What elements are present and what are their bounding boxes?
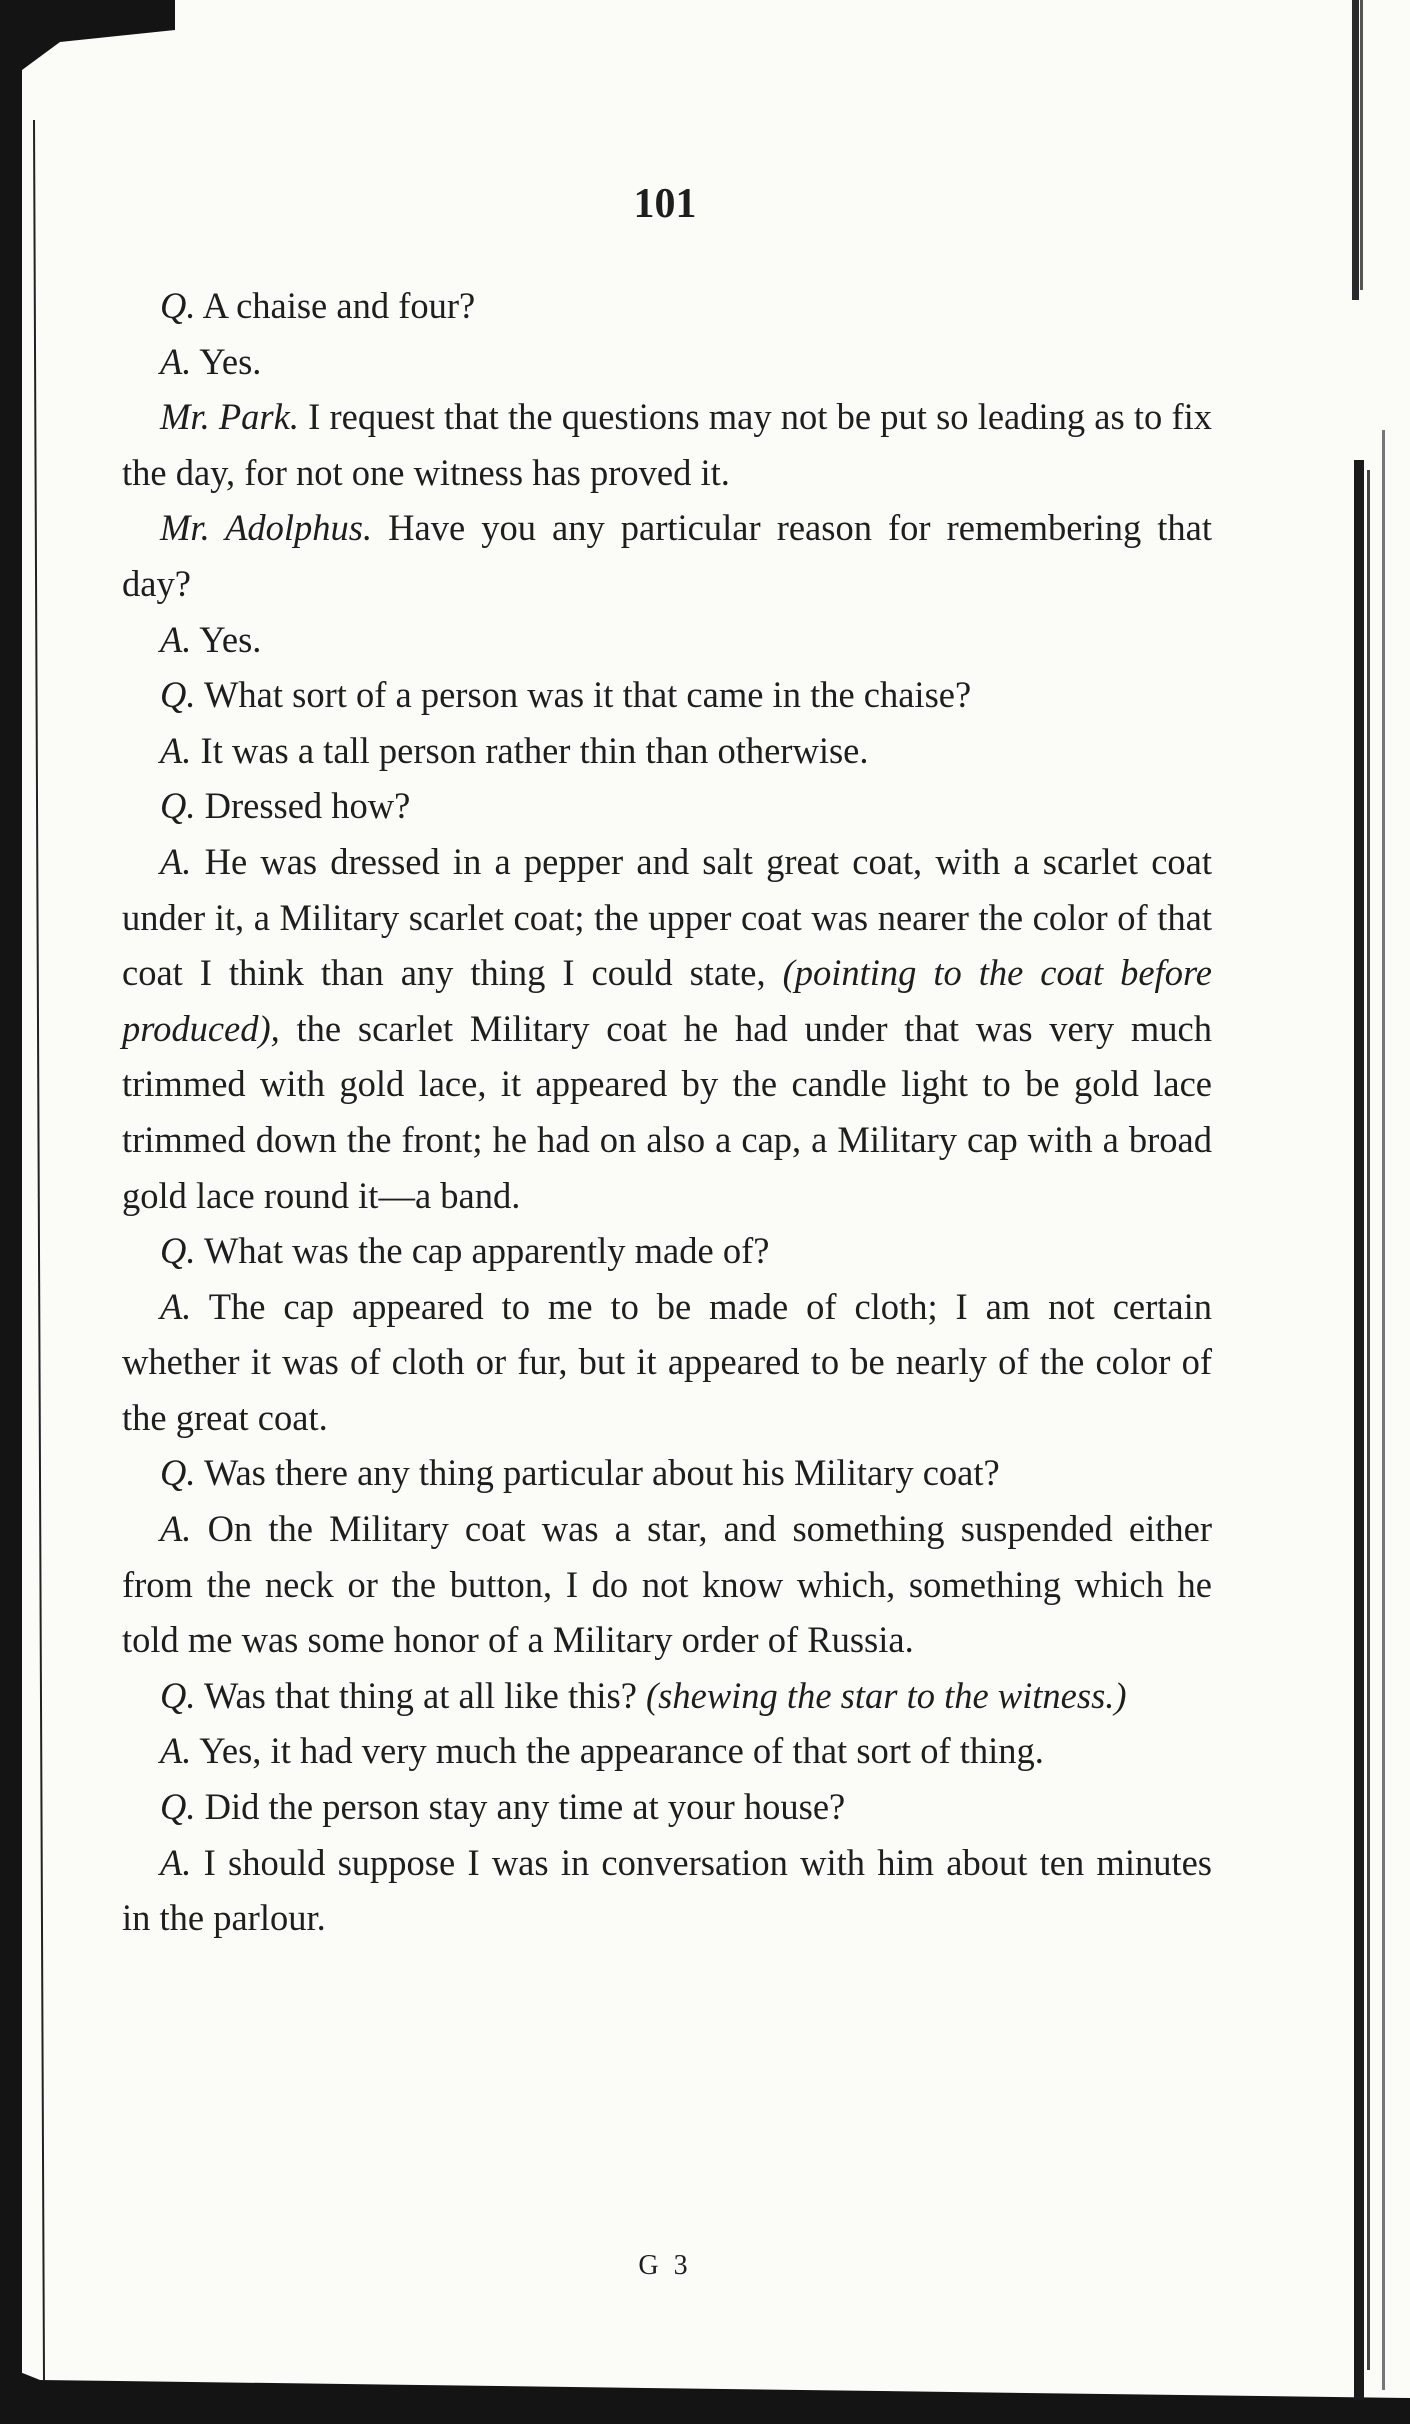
paragraph bbox=[122, 278, 1212, 334]
speaker: A. bbox=[160, 1285, 192, 1327]
paragraph bbox=[122, 1501, 1212, 1668]
speaker: Q. bbox=[160, 785, 196, 827]
testimony-text bbox=[122, 278, 1212, 1946]
speaker: A. bbox=[160, 840, 192, 882]
speaker: Q. bbox=[160, 1674, 196, 1716]
paragraph bbox=[122, 334, 1212, 390]
paragraph-text: Have you any particular reason for remembering that day? bbox=[122, 507, 1212, 604]
stage-direction: (pointing to the coat before produced), bbox=[122, 952, 1212, 1049]
paragraph bbox=[122, 1279, 1212, 1446]
speaker: A. bbox=[160, 1841, 192, 1883]
paragraph bbox=[122, 500, 1212, 611]
paragraph-text: On the Military coat was a star, and something suspended either from the neck or the button, I do not know which, something which he told me was some honor of a Military order of Russia. bbox=[122, 1508, 1212, 1661]
speaker: A. bbox=[160, 1508, 192, 1550]
speaker: Mr. Park. bbox=[160, 396, 299, 438]
paragraph bbox=[122, 1223, 1212, 1279]
speaker: Mr. Adolphus. bbox=[160, 507, 373, 549]
paragraph-text: Yes. bbox=[191, 618, 262, 660]
paragraph bbox=[122, 1835, 1212, 1946]
paragraph bbox=[122, 667, 1212, 723]
paragraph bbox=[122, 389, 1212, 500]
paragraph bbox=[122, 834, 1212, 1223]
speaker: Q. bbox=[160, 1230, 196, 1272]
paragraph-text-continued: the scarlet Military coat he had under that was very much trimmed with gold lace, it appeared by the candle light to be gold lace trimmed down the front; he had on also a cap, a Military cap with a broad gold lace round it—a band. bbox=[122, 1007, 1212, 1216]
paragraph bbox=[122, 1779, 1212, 1835]
paragraph-text: Was that thing at all like this? bbox=[195, 1674, 647, 1716]
paragraph-text: Was there any thing particular about his Military coat? bbox=[195, 1452, 1000, 1494]
paragraph-text: Did the person stay any time at your house? bbox=[195, 1786, 846, 1828]
paragraph-text: What sort of a person was it that came in the chaise? bbox=[195, 674, 972, 716]
speaker: Q. bbox=[160, 1786, 196, 1828]
paragraph bbox=[122, 1723, 1212, 1779]
paragraph bbox=[122, 778, 1212, 834]
speaker: Q. bbox=[160, 1452, 196, 1494]
paragraph bbox=[122, 612, 1212, 668]
speaker: Q. bbox=[160, 285, 196, 326]
paragraph-text: A chaise and four? bbox=[195, 285, 476, 326]
stage-direction: (shewing the star to the witness.) bbox=[646, 1674, 1127, 1716]
paragraph-text: It was a tall person rather thin than otherwise. bbox=[191, 729, 869, 771]
paragraph bbox=[122, 1668, 1212, 1724]
speaker: A. bbox=[160, 729, 192, 771]
page-number: 101 bbox=[633, 181, 697, 227]
paragraph-text: Yes. bbox=[191, 340, 262, 382]
speaker: A. bbox=[160, 340, 192, 382]
paragraph-text: Dressed how? bbox=[195, 785, 411, 827]
paragraph-text: Yes, it had very much the appearance of that sort of thing. bbox=[191, 1730, 1044, 1772]
speaker: Q. bbox=[160, 674, 196, 716]
paragraph-text: I request that the questions may not be put so leading as to fix the day, for not one witness has proved it. bbox=[122, 396, 1213, 493]
paragraph-text: What was the cap apparently made of? bbox=[195, 1230, 770, 1272]
paragraph-text: The cap appeared to me to be made of cloth; I am not certain whether it was of cloth or fur, but it appeared to be nearly of the color of the great coat. bbox=[122, 1285, 1212, 1438]
speaker: A. bbox=[160, 618, 192, 660]
paragraph bbox=[122, 1445, 1212, 1501]
paragraph-text: I should suppose I was in conversation with him about ten minutes in the parlour. bbox=[122, 1841, 1212, 1939]
speaker: A. bbox=[160, 1730, 192, 1772]
paragraph-text: He was dressed in a pepper and salt great coat, with a scarlet coat under it, a Military scarlet coat; the upper coat was nearer the color of that coat I think than any thing I could state, bbox=[122, 840, 1212, 994]
paragraph bbox=[122, 723, 1212, 779]
printer-signature-mark: G 3 bbox=[638, 2250, 692, 2281]
